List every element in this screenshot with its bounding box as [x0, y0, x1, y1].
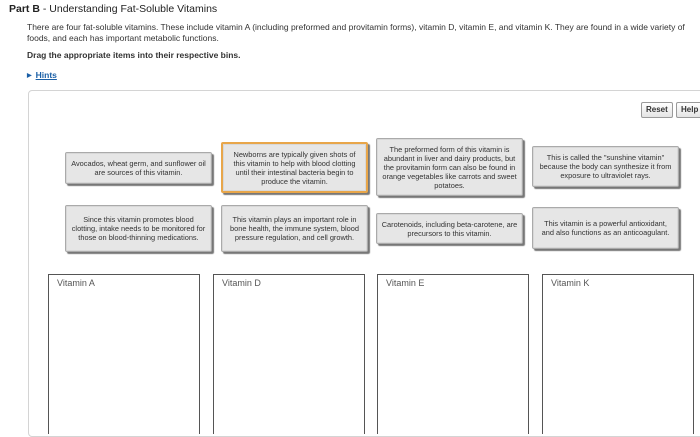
hints-link[interactable]: Hints [35, 70, 57, 80]
draggable-item[interactable]: This vitamin is a powerful antioxidant, and also functions as an anticoagulant. [532, 207, 679, 249]
draggable-item[interactable]: Carotenoids, including beta-carotene, are precursors to this vitamin. [376, 213, 523, 244]
bin-label: Vitamin E [386, 278, 425, 288]
help-button[interactable]: Help [676, 102, 700, 118]
draggable-item[interactable]: Avocados, wheat germ, and sunflower oil are sources of this vitamin. [65, 152, 212, 184]
bin-label: Vitamin A [57, 278, 95, 288]
instruction-text: Drag the appropriate items into their respective bins. [27, 50, 241, 60]
intro-text: There are four fat-soluble vitamins. These include vitamin A (including preformed and provitamin forms), vitamin D, vitamin E, and vitamin K. They are found in a wide variety of foods, and each has important metabolic functions. [27, 22, 685, 43]
bin-label: Vitamin D [222, 278, 261, 288]
draggable-item[interactable]: The preformed form of this vitamin is abundant in liver and dairy products, but the provitamin form can also be found in orange vegetables like carrots and sweet potatoes. [376, 138, 523, 196]
part-label: Part B [9, 3, 40, 15]
draggable-item[interactable]: This vitamin plays an important role in bone health, the immune system, blood pressure regulation, and cell growth. [221, 205, 368, 252]
part-title [9, 3, 217, 15]
bin-vitamin-e[interactable] [377, 274, 529, 434]
bin-vitamin-k[interactable] [542, 274, 694, 434]
bin-label: Vitamin K [551, 278, 590, 288]
expand-triangle-icon: ▶ [27, 73, 32, 79]
draggable-item[interactable]: Since this vitamin promotes blood clotting, intake needs to be monitored for those on blood-thinning medications. [65, 205, 212, 252]
draggable-item[interactable]: Newborns are typically given shots of this vitamin to help with blood clotting until their intestinal bacteria begin to produce the vitamin. [221, 142, 368, 193]
reset-button[interactable]: Reset [641, 102, 673, 118]
draggable-item[interactable]: This is called the "sunshine vitamin" because the body can synthesize it from exposure to ultraviolet rays. [532, 146, 679, 187]
bin-vitamin-d[interactable] [213, 274, 365, 434]
part-name: Understanding Fat-Soluble Vitamins [49, 3, 218, 15]
bin-vitamin-a[interactable] [48, 274, 200, 434]
hints-toggle[interactable] [27, 70, 57, 80]
part-separator: - [39, 3, 50, 15]
